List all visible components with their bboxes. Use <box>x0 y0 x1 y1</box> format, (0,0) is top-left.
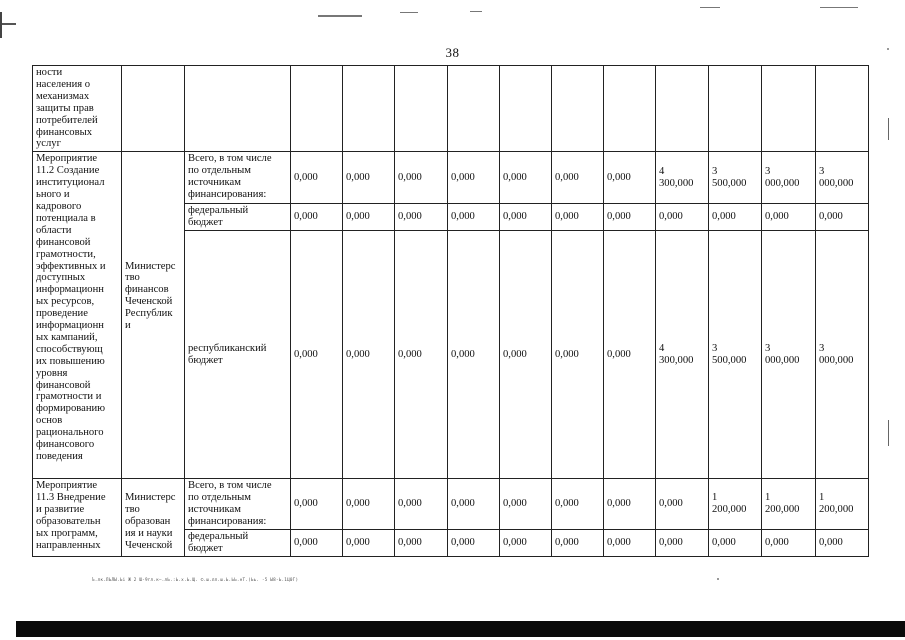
table-cell: Министерс тво образован ия и науки Чеченской <box>122 479 185 556</box>
table-cell: 0,000 <box>552 152 604 204</box>
scan-bottom-edge <box>16 621 905 637</box>
table-cell: 0,000 <box>395 204 448 231</box>
table-cell <box>448 66 500 152</box>
funding-table <box>32 65 869 557</box>
table-cell: 3 500,000 <box>709 231 762 479</box>
table-cell <box>395 66 448 152</box>
table-cell: 0,000 <box>656 529 709 556</box>
table-cell: 0,000 <box>395 479 448 530</box>
table-cell: 0,000 <box>291 204 343 231</box>
table-cell: 0,000 <box>395 152 448 204</box>
table-cell: 0,000 <box>395 231 448 479</box>
table-cell: Мероприятие 11.2 Создание институционал ьного и кадрового потенциала в области финансовой грамотности, эффективных и доступных информационн ых ресурсов, проведение информационн ых кампаний, способствующ их повышению уровня финансовой грамотности и формированию основ рационального финансового поведения <box>33 152 122 479</box>
table-cell: 0,000 <box>816 529 869 556</box>
table-cell: 0,000 <box>762 204 816 231</box>
table-cell: 0,000 <box>552 231 604 479</box>
table-cell: 0,000 <box>291 479 343 530</box>
table-cell: 0,000 <box>343 529 395 556</box>
table-cell: 0,000 <box>656 204 709 231</box>
table-cell: 0,000 <box>500 479 552 530</box>
table-cell: 0,000 <box>604 529 656 556</box>
table-cell: 0,000 <box>604 152 656 204</box>
table-cell: 0,000 <box>395 529 448 556</box>
table-cell: Всего, в том числе по отдельным источникам финансирования: <box>185 152 291 204</box>
table-cell: 0,000 <box>343 231 395 479</box>
table-cell: 0,000 <box>552 529 604 556</box>
table-cell <box>656 66 709 152</box>
table-cell: 0,000 <box>709 204 762 231</box>
table-cell: 0,000 <box>500 204 552 231</box>
table-cell: 3 000,000 <box>816 152 869 204</box>
table-cell <box>816 66 869 152</box>
table-cell: 0,000 <box>816 204 869 231</box>
table-row <box>33 152 869 204</box>
table-cell: 0,000 <box>448 204 500 231</box>
table-cell <box>762 66 816 152</box>
table-cell <box>291 66 343 152</box>
table-cell: 0,000 <box>448 231 500 479</box>
table-cell: 0,000 <box>604 231 656 479</box>
table-cell: 4 300,000 <box>656 231 709 479</box>
table-cell <box>500 66 552 152</box>
table-cell: 0,000 <box>500 152 552 204</box>
table-cell: 0,000 <box>448 152 500 204</box>
table-cell: Мероприятие 11.3 Внедрение и развитие образовательн ых программ, направленных <box>33 479 122 556</box>
table-cell: федеральный бюджет <box>185 204 291 231</box>
table-cell: 1 200,000 <box>709 479 762 530</box>
table-cell: 4 300,000 <box>656 152 709 204</box>
table-row <box>33 66 869 152</box>
scan-left-tick <box>2 23 16 25</box>
table-cell: 1 200,000 <box>816 479 869 530</box>
scan-speck <box>717 578 719 580</box>
table-cell: 0,000 <box>656 479 709 530</box>
table-cell <box>185 66 291 152</box>
table-cell: 0,000 <box>709 529 762 556</box>
table-cell: 0,000 <box>762 529 816 556</box>
scan-edge-artifacts <box>0 0 905 22</box>
table-cell <box>604 66 656 152</box>
scan-right-mark <box>888 420 889 446</box>
table-cell: 0,000 <box>291 529 343 556</box>
table-cell: 0,000 <box>552 479 604 530</box>
table-cell: Всего, в том числе по отдельным источникам финансирования: <box>185 479 291 530</box>
table-cell: 0,000 <box>343 152 395 204</box>
table-cell: 0,000 <box>604 204 656 231</box>
table-cell: 0,000 <box>343 204 395 231</box>
table-cell: 0,000 <box>604 479 656 530</box>
footer-stamp: Ъ.лк.ЛЬЛЫ.Ьі Ж 2 Ш-9гл.к—.лЬ.:Ь.х.Ь.Щ. ©.ш.лл.ш.Ь.ЬЬ.нТ.(Ьь. -5 Ы8-Ь.1Ц0Г) <box>92 578 299 583</box>
table-cell <box>122 66 185 152</box>
table-cell: 0,000 <box>500 529 552 556</box>
scan-right-mark <box>888 118 889 140</box>
table-cell: 0,000 <box>448 529 500 556</box>
table-cell: 0,000 <box>343 479 395 530</box>
table-cell: республиканский бюджет <box>185 231 291 479</box>
table-cell: 3 000,000 <box>762 152 816 204</box>
table-cell: 0,000 <box>552 204 604 231</box>
table-cell: ности населения о механизмах защиты прав потребителей финансовых услуг <box>33 66 122 152</box>
table-body <box>33 66 869 557</box>
table-row <box>33 479 869 530</box>
page-number: 38 <box>445 45 460 60</box>
table-cell: 0,000 <box>448 479 500 530</box>
table-cell: 0,000 <box>291 231 343 479</box>
table-cell: 3 500,000 <box>709 152 762 204</box>
scan-left-edge <box>0 12 2 38</box>
table-cell <box>343 66 395 152</box>
table-cell: 0,000 <box>500 231 552 479</box>
table-cell <box>552 66 604 152</box>
table-cell: Министерс тво финансов Чеченской Республик и <box>122 152 185 479</box>
table-cell: 0,000 <box>291 152 343 204</box>
table-cell: 3 000,000 <box>762 231 816 479</box>
table-cell <box>709 66 762 152</box>
table-cell: 1 200,000 <box>762 479 816 530</box>
table-cell: федеральный бюджет <box>185 529 291 556</box>
table-cell: 3 000,000 <box>816 231 869 479</box>
